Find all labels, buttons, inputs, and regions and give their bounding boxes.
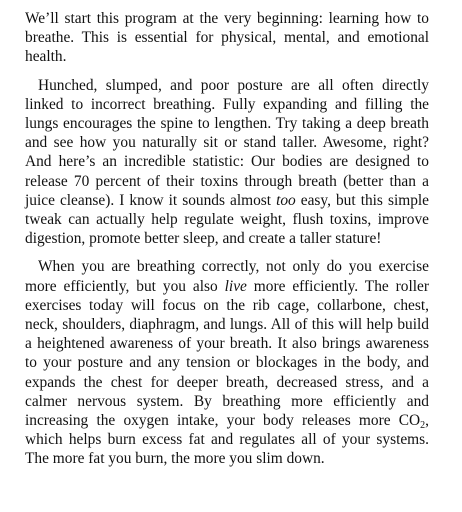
paragraph-2 [25, 76, 429, 249]
text-run: easy, but this simple tweak can actually help regulate weight, flush toxins, improve digestion, promote better sleep, and create a taller stature! [25, 191, 429, 248]
paragraph-1 [25, 9, 429, 67]
text-run: , which helps burn excess fat and regulates all of your systems. The more fat you burn, the more you slim down. [25, 412, 429, 468]
paragraph-3 [25, 257, 429, 468]
text-run: more efficiently. The roller exercises today will focus on the rib cage, collarbone, chest, neck, shoulders, diaphragm, and lungs. All of this will help build a heightened awareness of your breath. It also brings awareness to your posture and any tension or blockages in the body, and expands the chest for deeper breath, decreased stress, and a calmer nervous system. By breathing more efficiently and increasing the oxygen intake, your body releases more CO [25, 277, 429, 430]
subscript-2: 2 [420, 420, 426, 432]
emphasis-live: live [224, 277, 247, 295]
document-page [25, 9, 429, 469]
text-run: Hunched, slumped, and poor posture are all often directly linked to incorrect breathing. Fully expanding and filling the lungs encourages the spine to lengthen. Try taking a deep breath and see how you naturally sit or stand taller. Awesome, right? And here’s an incredible statistic: Our bodies are designed to release 70 percent of their toxins through breath (better than a juice cleanse). I know it sounds almost [25, 76, 429, 209]
emphasis-too: too [276, 191, 296, 209]
text-run: We’ll start this program at the very beginning: learning how to breathe. This is essential for physical, mental, and emotional health. [25, 10, 429, 66]
text-run: When you are breathing correctly, not only do you exercise more efficiently, but you also [25, 258, 429, 295]
